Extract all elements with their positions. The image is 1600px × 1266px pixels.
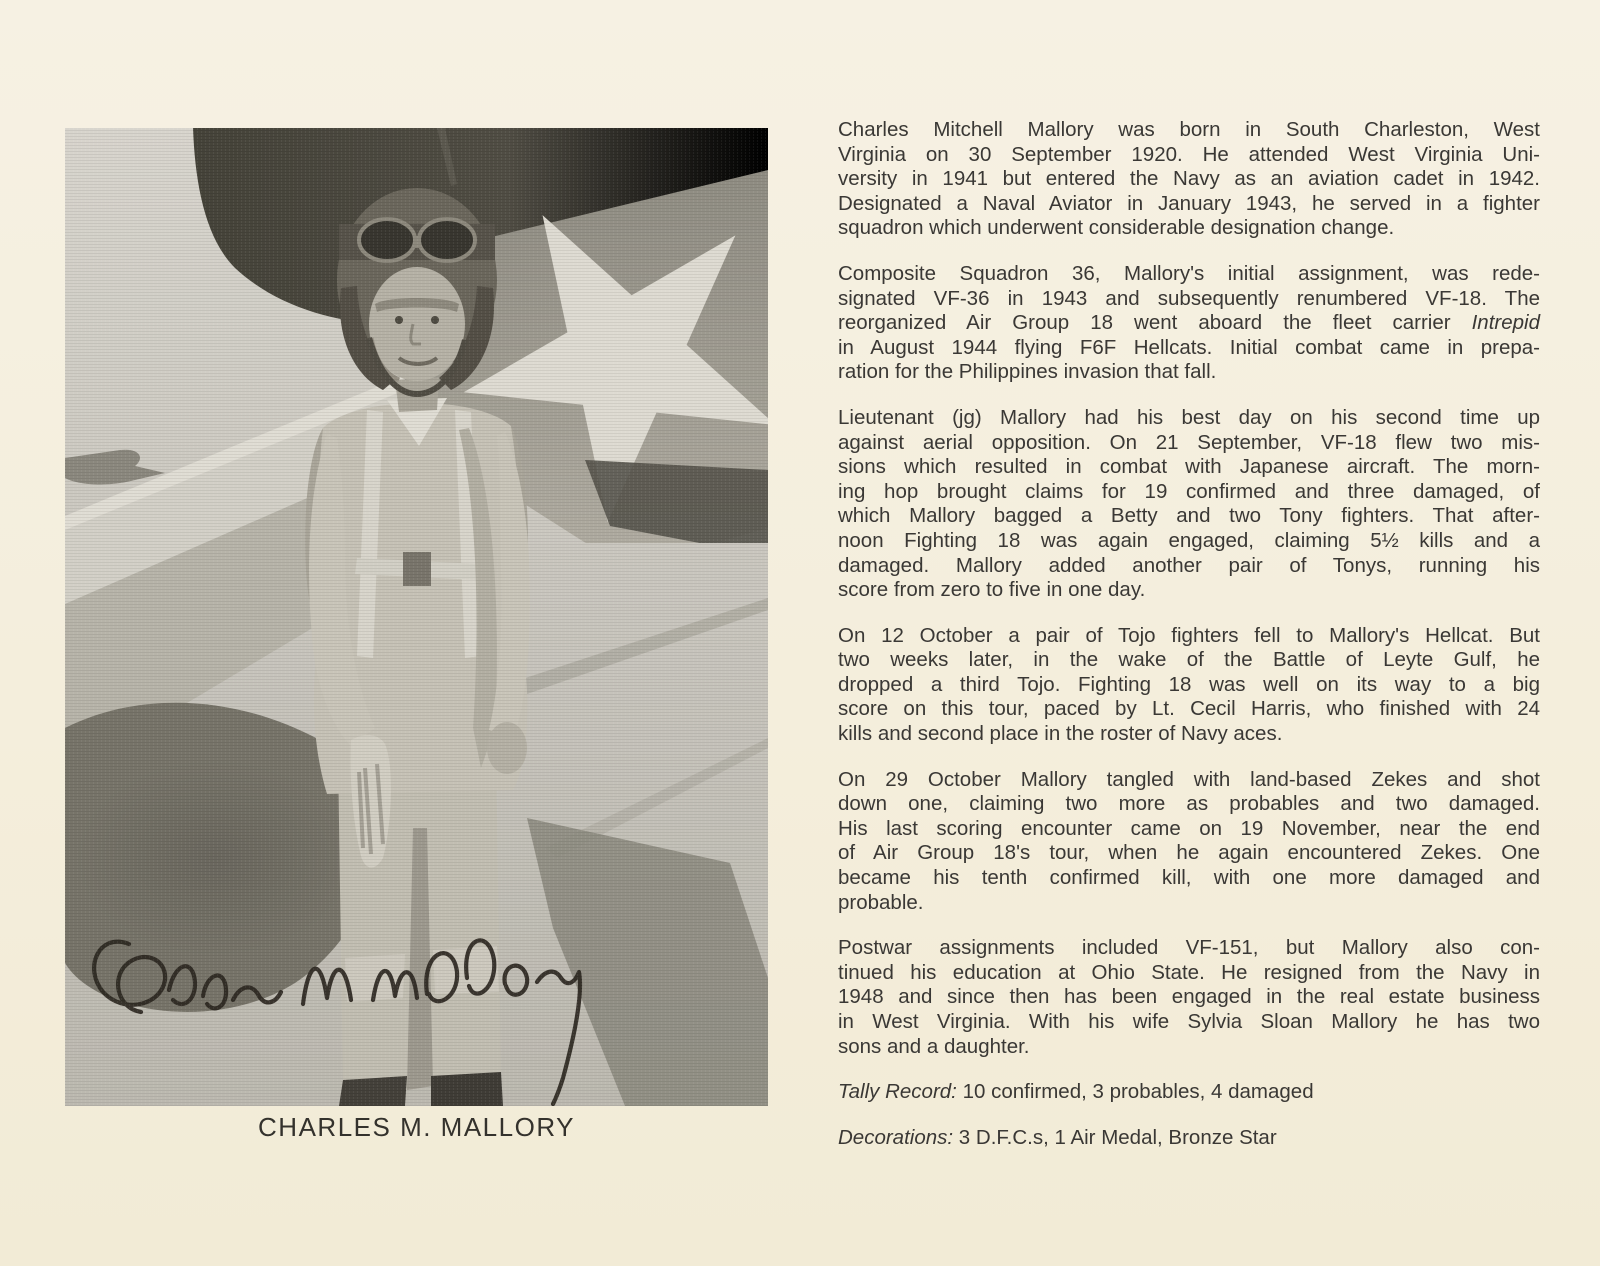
text-line: score on this tour, paced by Lt. Cecil Harris, who finished with 24 <box>838 697 1540 721</box>
text-line: tinued his education at Ohio State. He resigned from the Navy in <box>838 960 1540 984</box>
text-line: On 12 October a pair of Tojo fighters fell to Mallory's Hellcat. But <box>838 623 1540 647</box>
text-line: signated VF-36 in 1943 and subsequently renumbered VF-18. The <box>838 286 1540 310</box>
text-line: Composite Squadron 36, Mallory's initial assignment, was rede- <box>838 261 1540 285</box>
text-line: Designated a Naval Aviator in January 1943, he served in a fighter <box>838 191 1540 215</box>
text-line: On 29 October Mallory tangled with land-based Zekes and shot <box>838 767 1540 791</box>
paragraph <box>838 768 1540 916</box>
text-line: which Mallory bagged a Betty and two Tony fighters. That after- <box>838 504 1540 528</box>
text-line: Decorations: 3 D.F.C.s, 1 Air Medal, Bronze Star <box>838 1125 1277 1149</box>
text-line: kills and second place in the roster of Navy aces. <box>838 722 1283 746</box>
paragraph <box>838 118 1540 241</box>
text-line: Lieutenant (jg) Mallory had his best day on his second time up <box>838 405 1540 429</box>
text-line: against aerial opposition. On 21 September, VF-18 flew two mis- <box>838 430 1540 454</box>
text-line: reorganized Air Group 18 went aboard the fleet carrier Intrepid <box>838 311 1540 335</box>
portrait-photo-art <box>65 128 768 1106</box>
text-line: probable. <box>838 890 924 914</box>
text-line: down one, claiming two more as probables and two damaged. <box>838 792 1540 816</box>
text-line: Postwar assignments included VF-151, but Mallory also con- <box>838 936 1540 960</box>
text-line: ing hop brought claims for 19 confirmed and three damaged, of <box>838 479 1540 503</box>
paragraph <box>838 1080 1540 1105</box>
text-line: squadron which underwent considerable designation change. <box>838 216 1395 240</box>
text-line: two weeks later, in the wake of the Battle of Leyte Gulf, he <box>838 648 1540 672</box>
text-line: sons and a daughter. <box>838 1034 1030 1058</box>
paragraph <box>838 624 1540 747</box>
text-line: sions which resulted in combat with Japanese aircraft. The morn- <box>838 455 1540 479</box>
text-line: His last scoring encounter came on 19 November, near the end <box>838 816 1540 840</box>
text-line: of Air Group 18's tour, when he again encountered Zekes. One <box>838 841 1540 865</box>
paragraph <box>838 1126 1540 1151</box>
text-line: versity in 1941 but entered the Navy as an aviation cadet in 1942. <box>838 167 1540 191</box>
text-line: in August 1944 flying F6F Hellcats. Initial combat came in prepa- <box>838 335 1540 359</box>
text-line: 1948 and since then has been engaged in the real estate business <box>838 985 1540 1009</box>
text-line: ration for the Philippines invasion that fall. <box>838 360 1217 384</box>
paragraph <box>838 936 1540 1059</box>
text-line: score from zero to five in one day. <box>838 578 1146 602</box>
article-text <box>838 118 1540 1171</box>
text-line: in West Virginia. With his wife Sylvia Sloan Mallory he has two <box>838 1010 1540 1033</box>
text-line: dropped a third Tojo. Fighting 18 was well on its way to a big <box>838 672 1540 696</box>
portrait-photo <box>65 128 768 1106</box>
text-line: damaged. Mallory added another pair of Tonys, running his <box>838 553 1540 577</box>
text-line: Tally Record: 10 confirmed, 3 probables, 4 damaged <box>838 1080 1314 1104</box>
paragraph <box>838 406 1540 603</box>
text-line: Charles Mitchell Mallory was born in South Charleston, West <box>838 118 1540 141</box>
text-line: Virginia on 30 September 1920. He attended West Virginia Uni- <box>838 142 1540 166</box>
paragraph <box>838 262 1540 385</box>
photo-caption: CHARLES M. MALLORY <box>258 1112 575 1142</box>
text-line: noon Fighting 18 was again engaged, claiming 5½ kills and a <box>838 528 1540 552</box>
text-line: became his tenth confirmed kill, with one more damaged and <box>838 866 1540 890</box>
